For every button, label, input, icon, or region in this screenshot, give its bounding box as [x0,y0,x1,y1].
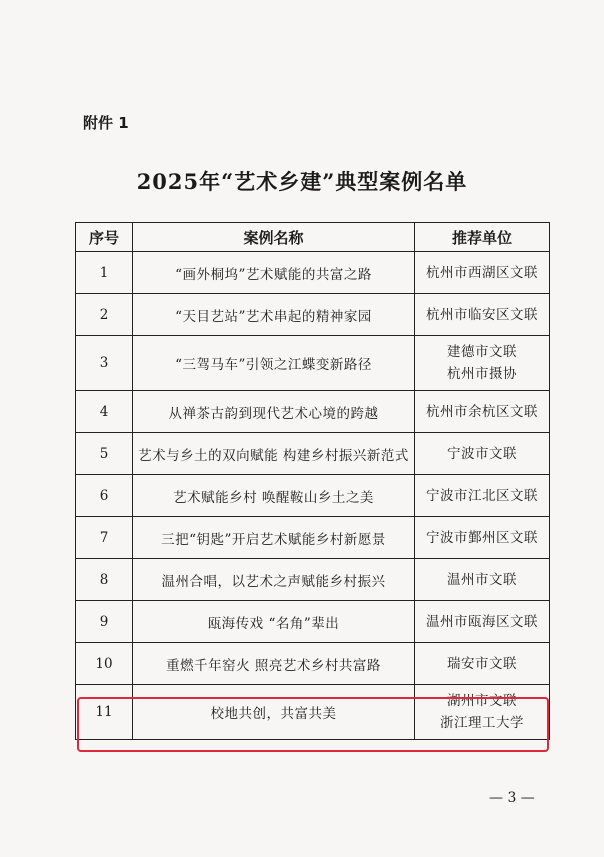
recommending-unit [415,391,550,433]
page-number: — 3 — [489,790,535,806]
table-row [76,559,550,601]
recommending-unit [415,601,550,643]
header-no: 序号 [76,223,133,252]
table-row [76,336,550,391]
attachment-label: 附件 1 [83,114,129,132]
header-unit: 推荐单位 [415,223,550,252]
table-row [76,517,550,559]
document-title: 2025年“艺术乡建”典型案例名单 [136,169,468,194]
case-list-table [75,222,550,740]
unit-name: 宁波市鄞州区文联 [426,529,538,546]
row-number: 8 [76,559,133,601]
row-number: 9 [76,601,133,643]
case-name: 艺术赋能乡村 唤醒鞍山乡土之美 [133,475,415,517]
header-case-name: 案例名称 [133,223,415,252]
case-name: “天目艺站”艺术串起的精神家园 [133,294,415,336]
case-name: “三驾马车”引领之江蝶变新路径 [133,336,415,391]
row-number: 10 [76,643,133,685]
case-name: 温州合唱，以艺术之声赋能乡村振兴 [133,559,415,601]
row-number: 1 [76,252,133,294]
table-row [76,601,550,643]
recommending-unit [415,252,550,294]
row-number: 5 [76,433,133,475]
table-row [76,294,550,336]
unit-name: 温州市文联 [447,571,517,588]
unit-name: 宁波市文联 [447,445,517,462]
recommending-unit [415,559,550,601]
table-row [76,252,550,294]
row-number: 7 [76,517,133,559]
recommending-unit [415,475,550,517]
row-number: 11 [76,685,133,740]
case-name: 校地共创，共富共美 [133,685,415,740]
row-number: 3 [76,336,133,391]
recommending-unit [415,294,550,336]
table-row [76,643,550,685]
case-name: 艺术与乡土的双向赋能 构建乡村振兴新范式 [133,433,415,475]
table-row [76,475,550,517]
case-name: 瓯海传戏 “名角”辈出 [133,601,415,643]
case-name: 从禅茶古韵到现代艺术心境的跨越 [133,391,415,433]
recommending-unit [415,517,550,559]
table-row [76,433,550,475]
unit-name: 温州市瓯海区文联 [426,613,538,630]
recommending-unit [415,433,550,475]
row-number: 6 [76,475,133,517]
unit-name: 杭州市西湖区文联 [426,264,538,281]
table-header-row [76,223,550,252]
unit-name: 建德市文联 [447,344,517,360]
case-name: “画外桐坞”艺术赋能的共富之路 [133,252,415,294]
recommending-unit [415,336,550,391]
unit-name: 宁波市江北区文联 [426,487,538,504]
row-number: 4 [76,391,133,433]
unit-name: 浙江理工大学 [440,715,524,731]
recommending-unit [415,643,550,685]
row-number: 2 [76,294,133,336]
unit-name: 杭州市摄协 [447,366,517,382]
unit-name: 瑞安市文联 [447,655,517,672]
case-name: 重燃千年窑火 照亮艺术乡村共富路 [133,643,415,685]
unit-name: 杭州市余杭区文联 [426,403,538,420]
highlight-box [77,697,549,752]
table-row [76,391,550,433]
unit-name: 湖州市文联 [447,693,517,709]
case-name: 三把“钥匙”开启艺术赋能乡村新愿景 [133,517,415,559]
unit-name: 杭州市临安区文联 [426,306,538,323]
